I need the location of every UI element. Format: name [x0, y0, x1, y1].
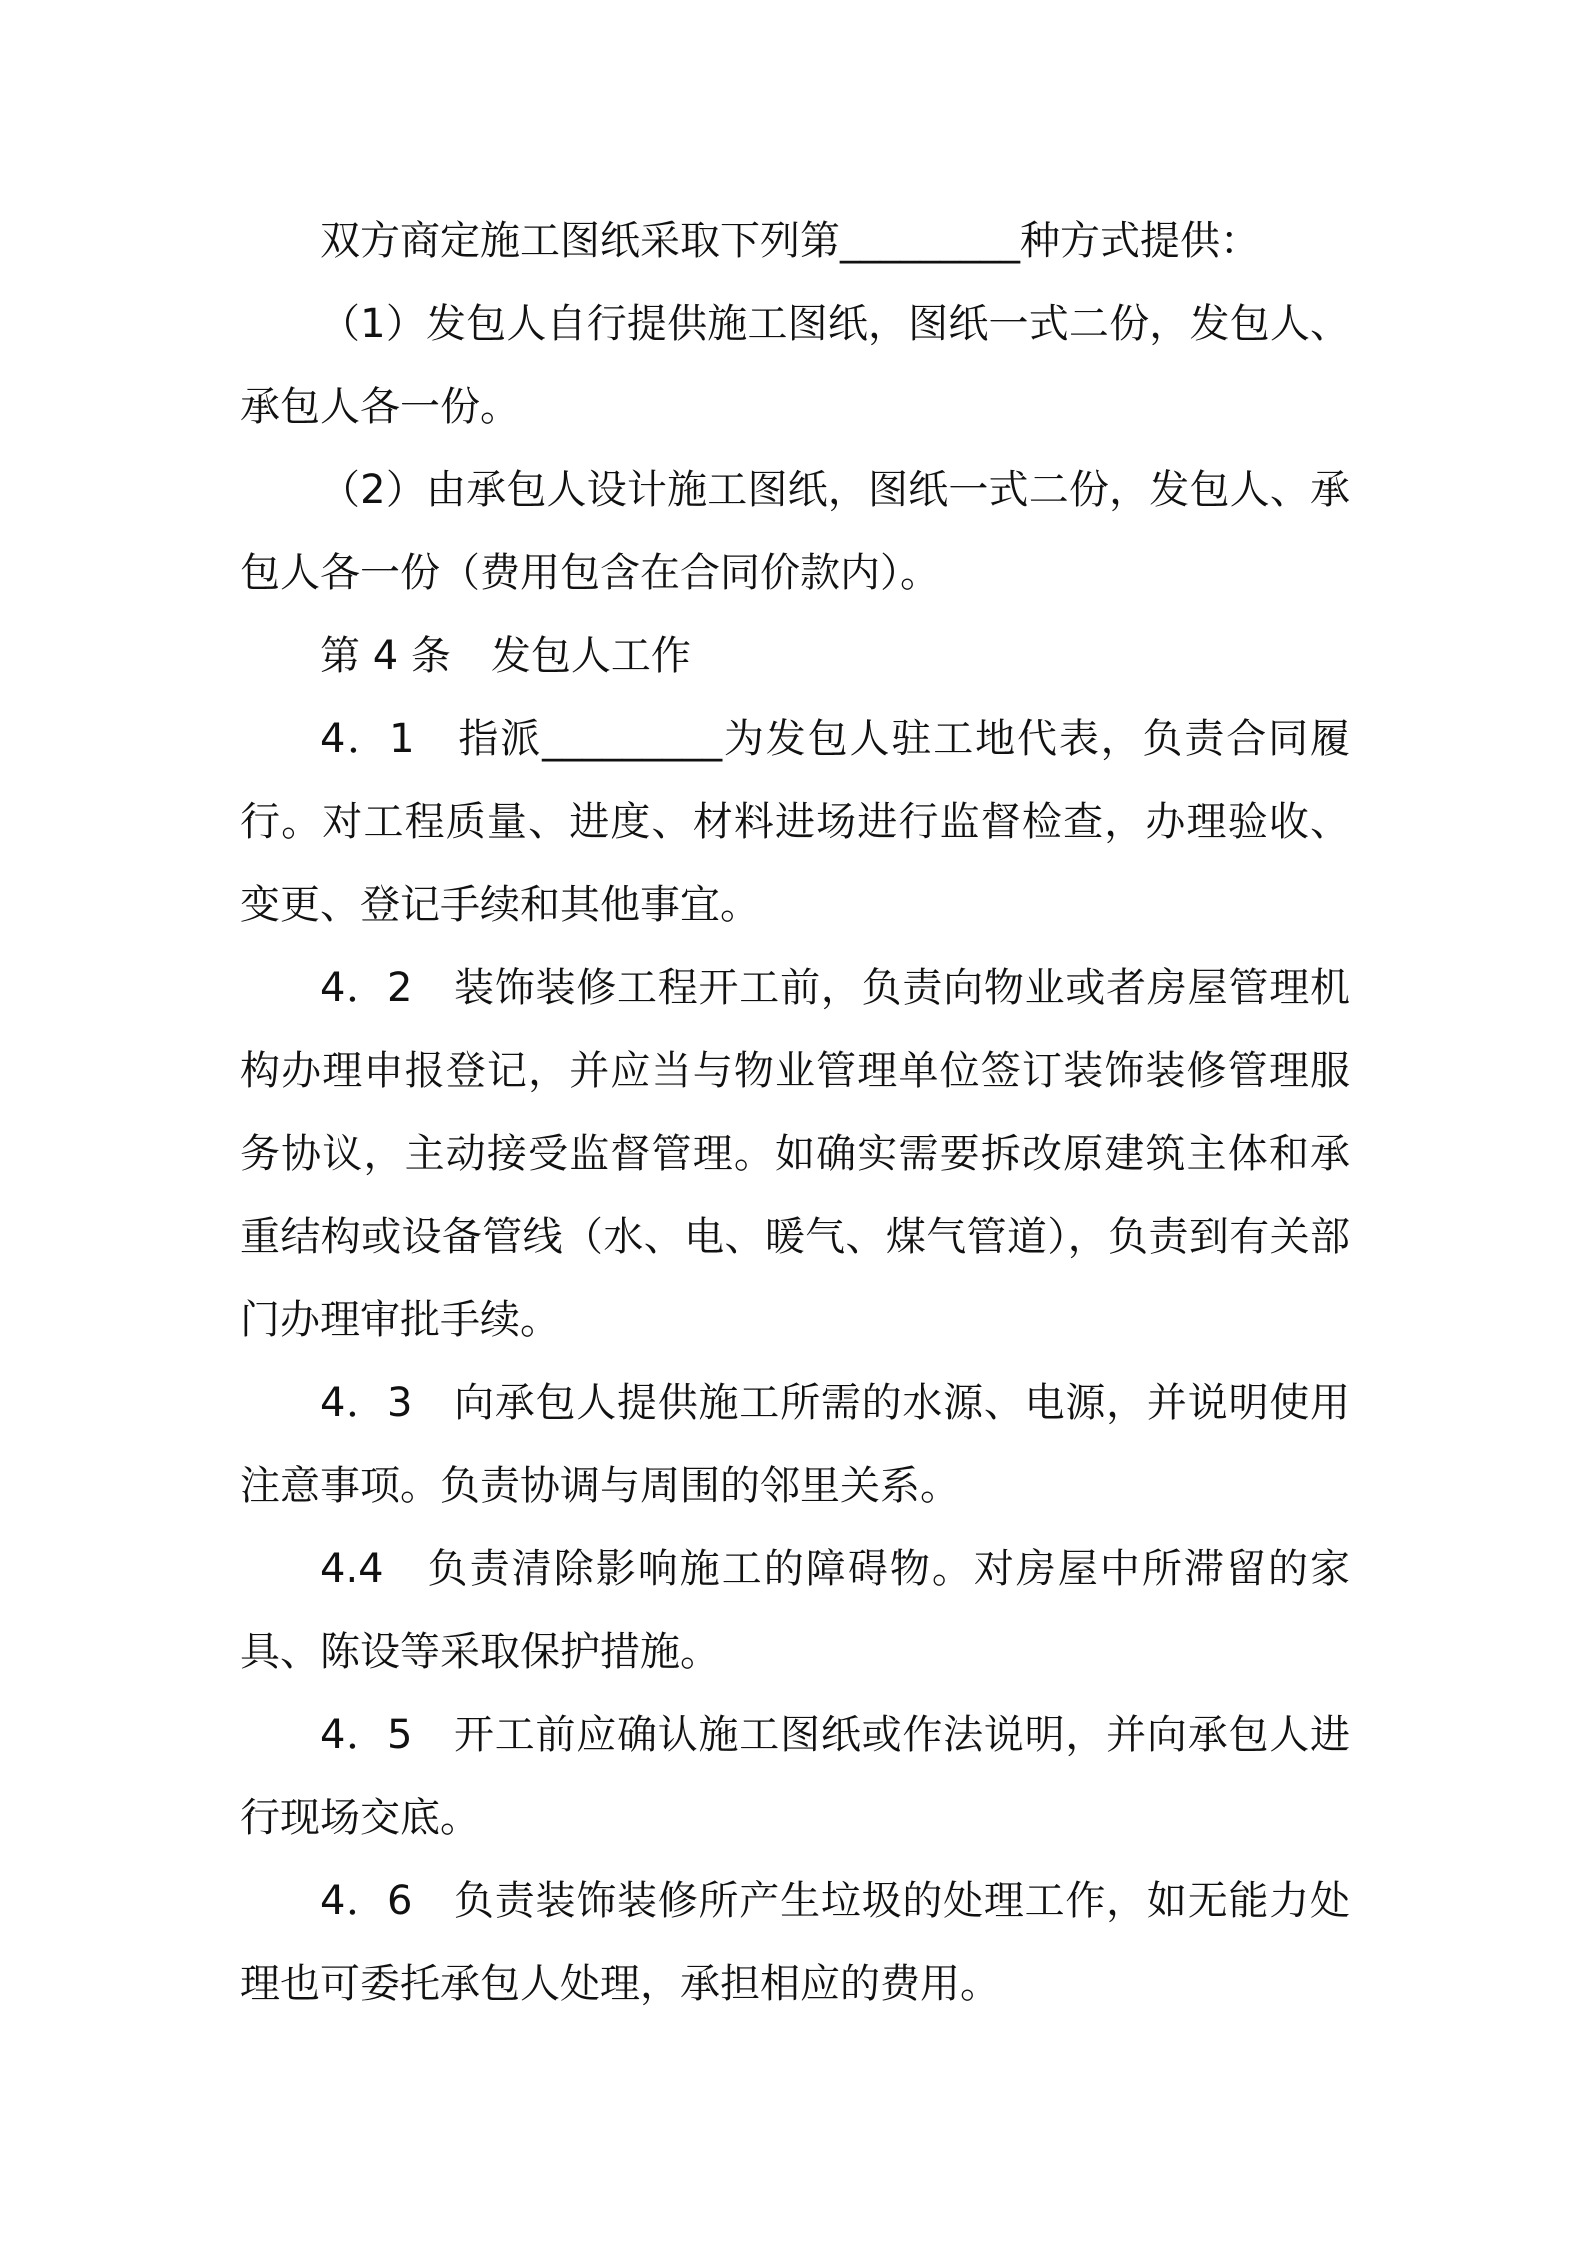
document-body [240, 200, 1350, 2026]
paragraph-drawing-method: 双方商定施工图纸采取下列第_________种方式提供： [320, 218, 1260, 264]
clause-4-4: 4.4 负责清除影响施工的障碍物。对房屋中所滞留的家具、陈设等采取保护措施。 [240, 1546, 1350, 1675]
clause-4-3: 4．3 向承包人提供施工所需的水源、电源，并说明使用注意事项。负责协调与周围的邻里关系。 [240, 1380, 1350, 1509]
paragraph-option-1: （1）发包人自行提供施工图纸，图纸一式二份，发包人、承包人各一份。 [240, 301, 1350, 430]
section-heading-article-4: 第 4 条 发包人工作 [320, 633, 691, 679]
paragraph-option-2: （2）由承包人设计施工图纸，图纸一式二份，发包人、承包人各一份（费用包含在合同价款内）。 [240, 467, 1350, 596]
clause-4-2: 4．2 装饰装修工程开工前，负责向物业或者房屋管理机构办理申报登记，并应当与物业管理单位签订装饰装修管理服务协议，主动接受监督管理。如确实需要拆改原建筑主体和承重结构或设备管线（水、电、暖气、煤气管道），负责到有关部门办理审批手续。 [240, 965, 1350, 1343]
clause-4-5: 4．5 开工前应确认施工图纸或作法说明，并向承包人进行现场交底。 [240, 1712, 1350, 1841]
clause-4-6: 4．6 负责装饰装修所产生垃圾的处理工作，如无能力处理也可委托承包人处理，承担相应的费用。 [240, 1878, 1350, 2007]
clause-4-1: 4．1 指派_________为发包人驻工地代表，负责合同履行。对工程质量、进度、材料进场进行监督检查，办理验收、变更、登记手续和其他事宜。 [240, 716, 1350, 928]
